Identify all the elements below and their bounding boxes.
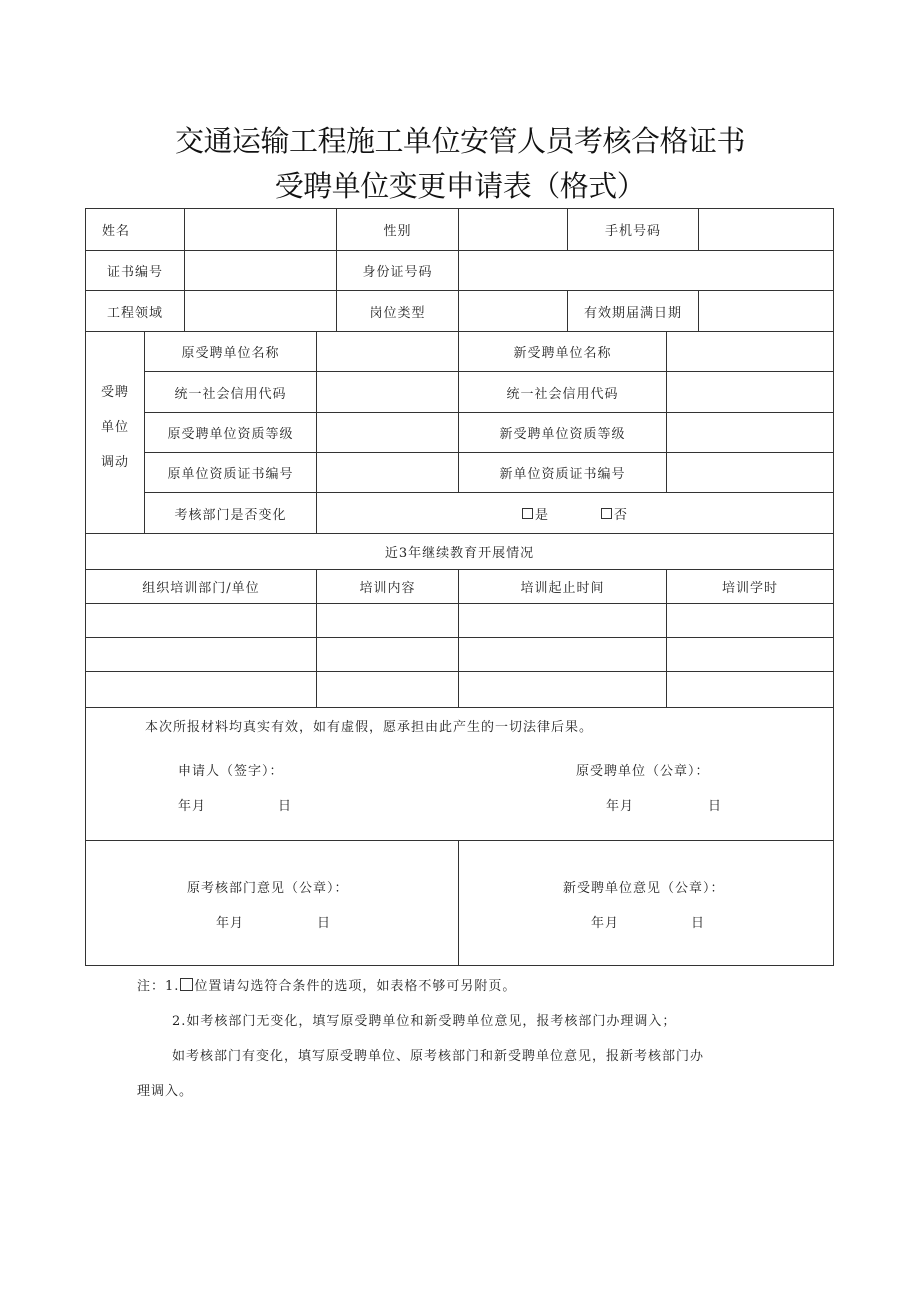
edu-header-org: 组织培训部门/单位 [85, 569, 317, 604]
note-line4: 理调入。 [137, 1084, 194, 1099]
field-input[interactable] [184, 290, 337, 332]
orig-dept-opinion-label: 原考核部门意见（公章）： [187, 881, 349, 896]
transfer-group-label-1: 受聘 [100, 385, 129, 400]
orig-credit-code-label: 统一社会信用代码 [144, 371, 317, 413]
option-yes[interactable] [522, 504, 549, 523]
orig-qual-label: 原受聘单位资质等级 [144, 412, 317, 453]
form-title-line1: 交通运输工程施工单位安管人员考核合格证书 [174, 124, 745, 158]
note-line1-text: 位置请勾选符合条件的选项，如表格不够可另附页。 [194, 979, 517, 994]
orig-unit-seal-label: 原受聘单位（公章）： [576, 764, 710, 779]
orig-dept-opinion-cell [85, 840, 459, 966]
edu-row1-org[interactable] [85, 603, 317, 638]
edu-header-content: 培训内容 [316, 569, 459, 604]
note-line3: 如考核部门有变化，填写原受聘单位、原考核部门和新受聘单位意见，报新考核部门办 [172, 1049, 705, 1064]
new-qual-cert-label: 新单位资质证书编号 [458, 452, 667, 493]
edu-header-period: 培训起止时间 [458, 569, 667, 604]
orig-qual-field[interactable] [316, 412, 459, 453]
new-unit-date-d: 日 [691, 916, 706, 931]
edu-row2-content[interactable] [316, 637, 459, 672]
edu-row1-period[interactable] [458, 603, 667, 638]
orig-unit-label: 原受聘单位名称 [144, 331, 317, 372]
note-line2: 2.如考核部门无变化，填写原受聘单位和新受聘单位意见，报考核部门办理调入； [172, 1014, 677, 1029]
option-no-label: 否 [614, 507, 629, 523]
new-qual-field[interactable] [666, 412, 834, 453]
education-section-title: 近3年继续教育开展情况 [85, 533, 834, 570]
no-checkbox-icon[interactable] [601, 508, 612, 519]
field-label: 工程领域 [85, 290, 185, 332]
new-unit-opinion-label: 新受聘单位意见（公章）： [563, 881, 725, 896]
edu-row1-hours[interactable] [666, 603, 834, 638]
expiry-label: 有效期届满日期 [567, 290, 699, 332]
orig-dept-date-ym: 年月 [216, 916, 245, 931]
cert-no-label: 证书编号 [85, 250, 185, 291]
expiry-field[interactable] [698, 290, 834, 332]
edu-row2-org[interactable] [85, 637, 317, 672]
applicant-date-ym: 年月 [178, 799, 207, 814]
transfer-group-label-3: 调动 [100, 455, 129, 470]
edu-row2-hours[interactable] [666, 637, 834, 672]
dept-change-options [316, 492, 834, 534]
declaration-statement: 本次所报材料均真实有效，如有虚假，愿承担由此产生的一切法律后果。 [145, 720, 594, 735]
note-prefix: 注：1. [137, 979, 180, 994]
new-qual-label: 新受聘单位资质等级 [458, 412, 667, 453]
orig-unit-field[interactable] [316, 331, 459, 372]
orig-qual-cert-label: 原单位资质证书编号 [144, 452, 317, 493]
post-type-field[interactable] [458, 290, 568, 332]
edu-row3-content[interactable] [316, 671, 459, 708]
yes-checkbox-icon[interactable] [522, 508, 533, 519]
cert-no-field[interactable] [184, 250, 337, 291]
applicant-signature-label: 申请人（签字）： [178, 764, 284, 779]
note-line1 [137, 975, 516, 994]
new-qual-cert-field[interactable] [666, 452, 834, 493]
new-unit-field[interactable] [666, 331, 834, 372]
new-unit-label: 新受聘单位名称 [458, 331, 667, 372]
applicant-date-d: 日 [278, 799, 293, 814]
id-no-field[interactable] [458, 250, 834, 291]
dept-change-label: 考核部门是否变化 [144, 492, 317, 534]
orig-unit-date-d: 日 [708, 799, 723, 814]
phone-field[interactable] [698, 208, 834, 251]
new-unit-date-ym: 年月 [591, 916, 620, 931]
gender-label: 性别 [336, 208, 459, 251]
name-field[interactable] [184, 208, 337, 251]
orig-credit-code-field[interactable] [316, 371, 459, 413]
option-no[interactable] [601, 504, 628, 523]
edu-row3-hours[interactable] [666, 671, 834, 708]
transfer-group-label-2: 单位 [100, 420, 129, 435]
post-type-label: 岗位类型 [336, 290, 459, 332]
edu-row1-content[interactable] [316, 603, 459, 638]
form-title-line2: 受聘单位变更申请表（格式） [274, 169, 646, 203]
orig-dept-date-d: 日 [317, 916, 332, 931]
new-unit-opinion-cell [458, 840, 834, 966]
orig-unit-date-ym: 年月 [606, 799, 635, 814]
edu-row2-period[interactable] [458, 637, 667, 672]
edu-row3-period[interactable] [458, 671, 667, 708]
checkbox-square-icon [180, 978, 193, 991]
phone-label: 手机号码 [567, 208, 699, 251]
edu-header-hours: 培训学时 [666, 569, 834, 604]
name-label: 姓名 [85, 208, 185, 251]
gender-field[interactable] [458, 208, 568, 251]
option-yes-label: 是 [534, 507, 549, 523]
id-no-label: 身份证号码 [336, 250, 459, 291]
new-credit-code-label: 统一社会信用代码 [458, 371, 667, 413]
new-credit-code-field[interactable] [666, 371, 834, 413]
orig-qual-cert-field[interactable] [316, 452, 459, 493]
edu-row3-org[interactable] [85, 671, 317, 708]
